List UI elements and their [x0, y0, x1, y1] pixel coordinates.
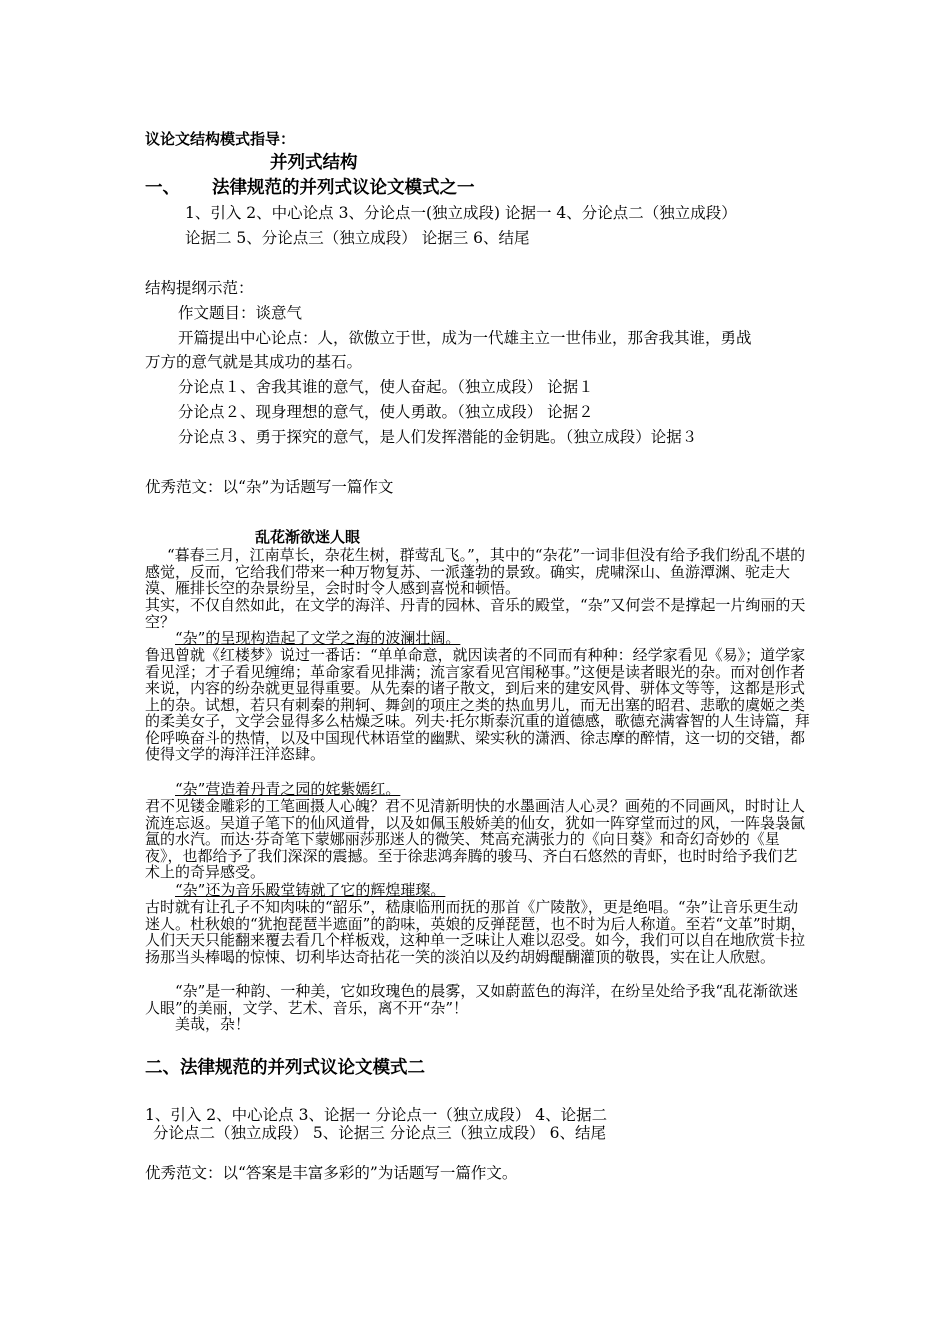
- example-point2: 分论点２、现身理想的意气，使人勇敢。（独立成段） 论据２: [178, 403, 594, 421]
- section1-title: 法律规范的并列式议论文模式之一: [212, 178, 475, 198]
- section1-outline-line1: 1、引入 2、中心论点 3、分论点一(独立成段) 论据一 4、分论点二（独立成段）: [185, 204, 737, 222]
- essay1-paragraph-7: 美哉，杂！: [175, 1015, 251, 1033]
- essay1-paragraph-4: 君不见镂金雕彩的工笔画摄人心魄？君不见清新明快的水墨画洁人心灵？画苑的不同画风，时时让人流连忘返。吴道子笔下的仙风道骨，以及如佩玉般娇美的仙女，犹如一阵穿堂而过的风，一阵袅袅氤氲的水汽。而达·芬奇笔下蒙娜丽莎那迷人的微笑、梵高充满张力的《向日葵》和奇幻奇妙的《星夜》，也都给予了我们深深的震撼。至于徐悲鸿奔腾的骏马、齐白石悠然的青虾，也时时给予我们艺术上的奇异感受。: [145, 797, 806, 881]
- example-opening-line1: 开篇提出中心论点：人，欲傲立于世，成为一代雄主立一世伟业，那舍我其谁，勇战: [178, 329, 752, 347]
- section1-outline-line2: 论据二 5、分论点三（独立成段） 论据三 6、结尾: [185, 229, 530, 247]
- doc-heading: 议论文结构模式指导：: [145, 130, 296, 148]
- example-point3: 分论点３、勇于探究的意气，是人们发挥潜能的金钥匙。（独立成段）论据３: [178, 428, 698, 446]
- essay1-paragraph-5-head-text: “杂”还为音乐殿堂铸就了它的辉煌璀璨。: [175, 881, 446, 899]
- essay1-paragraph-3-head-text: “杂”的呈现构造起了文学之海的波澜壮阔。: [175, 629, 461, 647]
- section2-outline-line2: 分论点二（独立成段） 5、论据三 分论点三（独立成段） 6、结尾: [153, 1124, 607, 1142]
- example-label: 结构提纲示范：: [145, 279, 254, 297]
- essay1-paragraph-3-head: [145, 630, 810, 647]
- section1-number: 一、: [145, 178, 180, 198]
- essay1-title: 乱花渐欲迷人眼: [255, 528, 361, 546]
- essay1-paragraph-3: 鲁迅曾就《红楼梦》说过一番话：“单单命意，就因读者的不同而有种种：经学家看见《易》；道学家看见淫；才子看见缠绵；革命家看见排满；流言家看见宫闱秘事。”这便是读者眼光的杂。而对创作者来说，内容的纷杂就更显得重要。从先秦的诸子散文，到后来的建安风骨、骈体文等等，这都是形式上的杂。试想，若只有刺秦的荆轲、舞剑的项庄之类的热血男儿，而无出塞的昭君、悲歌的虞姬之类的柔美女子，文学会显得多么枯燥乏味。列夫·托尔斯泰沉重的道德感，歌德充满睿智的人生诗篇，拜伦呼唤奋斗的热情，以及中国现代林语堂的幽默、梁实秋的潇洒、徐志摩的醉情，这一切的交错，都使得文学的海洋汪洋恣肆。: [145, 646, 810, 763]
- section2-outline-line1: 1、引入 2、中心论点 3、论据一 分论点一（独立成段） 4、论据二: [145, 1106, 608, 1124]
- doc-subheading: 并列式结构: [270, 153, 358, 173]
- essay1-paragraph-4-head: [145, 781, 810, 798]
- essay1-paragraph-6: “杂”是一种韵、一种美，它如玫瑰色的晨雾，又如蔚蓝色的海洋，在纷呈处给予我“乱花渐欲迷人眼”的美丽，文学、艺术、音乐，离不开“杂”！: [145, 982, 799, 1017]
- essay1-prompt: 优秀范文：以“杂”为话题写一篇作文: [145, 478, 394, 496]
- essay1-paragraph-2: 其实，不仅自然如此，在文学的海洋、丹青的园林、音乐的殿堂，“杂”又何尝不是撑起一片绚丽的天空？: [145, 596, 806, 631]
- example-opening-line2: 万方的意气就是其成功的基石。: [145, 353, 363, 371]
- example-topic: 作文题目：谈意气: [178, 304, 303, 322]
- example-point1: 分论点１、舍我其谁的意气，使人奋起。（独立成段） 论据１: [178, 378, 594, 396]
- section2-title: 二、法律规范的并列式议论文模式二: [145, 1058, 425, 1078]
- essay1-paragraph-5-head: [145, 882, 810, 899]
- essay2-prompt: 优秀范文：以“答案是丰富多彩的”为话题写一篇作文。: [145, 1164, 518, 1182]
- essay1-paragraph-4-head-text: “杂”营造着丹青之园的姹紫嫣红。: [175, 780, 401, 798]
- essay1-paragraph-1: “暮春三月，江南草长，杂花生树，群莺乱飞。”，其中的“杂花”一词非但没有给予我们纷乱不堪的感觉，反而，它给我们带来一种万物复苏、一派蓬勃的景致。确实，虎啸深山、鱼游潭渊、驼走大漠、雁排长空的杂景纷呈，会时时令人感到喜悦和顿悟。: [145, 546, 806, 597]
- essay1-paragraph-5: 古时就有让孔子不知肉味的“韶乐”，嵇康临刑而抚的那首《广陵散》，更是绝唱。“杂”让音乐更生动迷人。杜秋娘的“犹抱琵琶半遮面”的韵味，英娘的反弹琵琶，也不时为后人称道。至若“文革”时期，人们天天只能翻来覆去看几个样板戏，这种单一乏味让人难以忍受。如今，我们可以自在地欣赏卡拉扬那当头棒喝的惊悚、切利毕达奇拈花一笑的淡泊以及约胡姆醍醐灌顶的敬畏，实在让人欣慰。: [145, 898, 806, 966]
